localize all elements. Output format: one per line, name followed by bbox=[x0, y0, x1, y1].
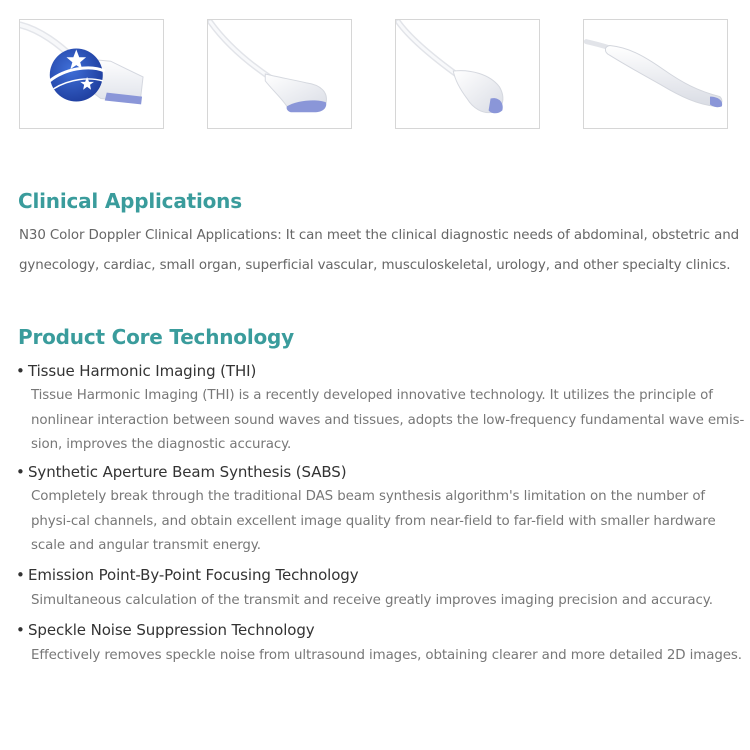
speckle-title: Speckle Noise Suppression Technology bbox=[28, 621, 315, 639]
clinical-applications-text: N30 Color Doppler Clinical Applications: It can meet the clinical diagnostic needs of abdominal, obstetric and gynecology, cardiac, small organ, superficial vascular, musculoskeletal, urology, and other specialty clinics. bbox=[19, 228, 740, 273]
bullet-icon: • bbox=[16, 621, 25, 639]
speckle-description: Effectively removes speckle noise from ultrasound images, obtaining clearer and more detailed 2D images. bbox=[31, 648, 742, 663]
probe-image-3 bbox=[395, 19, 540, 129]
bullet-icon: • bbox=[16, 566, 25, 584]
point-focusing-title: Emission Point-By-Point Focusing Technology bbox=[28, 566, 359, 584]
point-focusing-description: Simultaneous calculation of the transmit and receive greatly improves imaging precision and accuracy. bbox=[31, 593, 713, 608]
micro-convex-probe-icon bbox=[396, 20, 539, 128]
probe-gallery bbox=[0, 0, 750, 140]
list-item-title bbox=[16, 463, 346, 481]
sabs-description: Completely break through the traditional DAS beam synthesis algorithm's limitation on the number of physi-cal channels, and obtain excellent image quality from near-field to far-field with smaller hardware scale and angular transmit energy. bbox=[31, 489, 716, 553]
probe-image-4 bbox=[583, 19, 728, 129]
convex-probe-icon bbox=[208, 20, 351, 128]
list-item-title bbox=[16, 621, 315, 639]
convex-probe-with-logo-icon bbox=[20, 20, 163, 128]
probe-image-2 bbox=[207, 19, 352, 129]
bullet-icon: • bbox=[16, 362, 25, 380]
thi-description: Tissue Harmonic Imaging (THI) is a recently developed innovative technology. It utilizes the principle of nonlinear interaction between sound waves and tissues, adopts the low-frequency fundamental wave emis-sion, improves the diagnostic accuracy. bbox=[31, 388, 745, 452]
thi-title: Tissue Harmonic Imaging (THI) bbox=[28, 362, 257, 380]
probe-image-1 bbox=[19, 19, 164, 129]
endocavity-probe-icon bbox=[584, 20, 727, 128]
list-item-title bbox=[16, 566, 358, 584]
core-technology-heading: Product Core Technology bbox=[18, 325, 294, 349]
bullet-icon: • bbox=[16, 463, 25, 481]
sabs-title: Synthetic Aperture Beam Synthesis (SABS) bbox=[28, 463, 347, 481]
list-item-title bbox=[16, 362, 256, 380]
clinical-applications-heading: Clinical Applications bbox=[18, 189, 242, 213]
